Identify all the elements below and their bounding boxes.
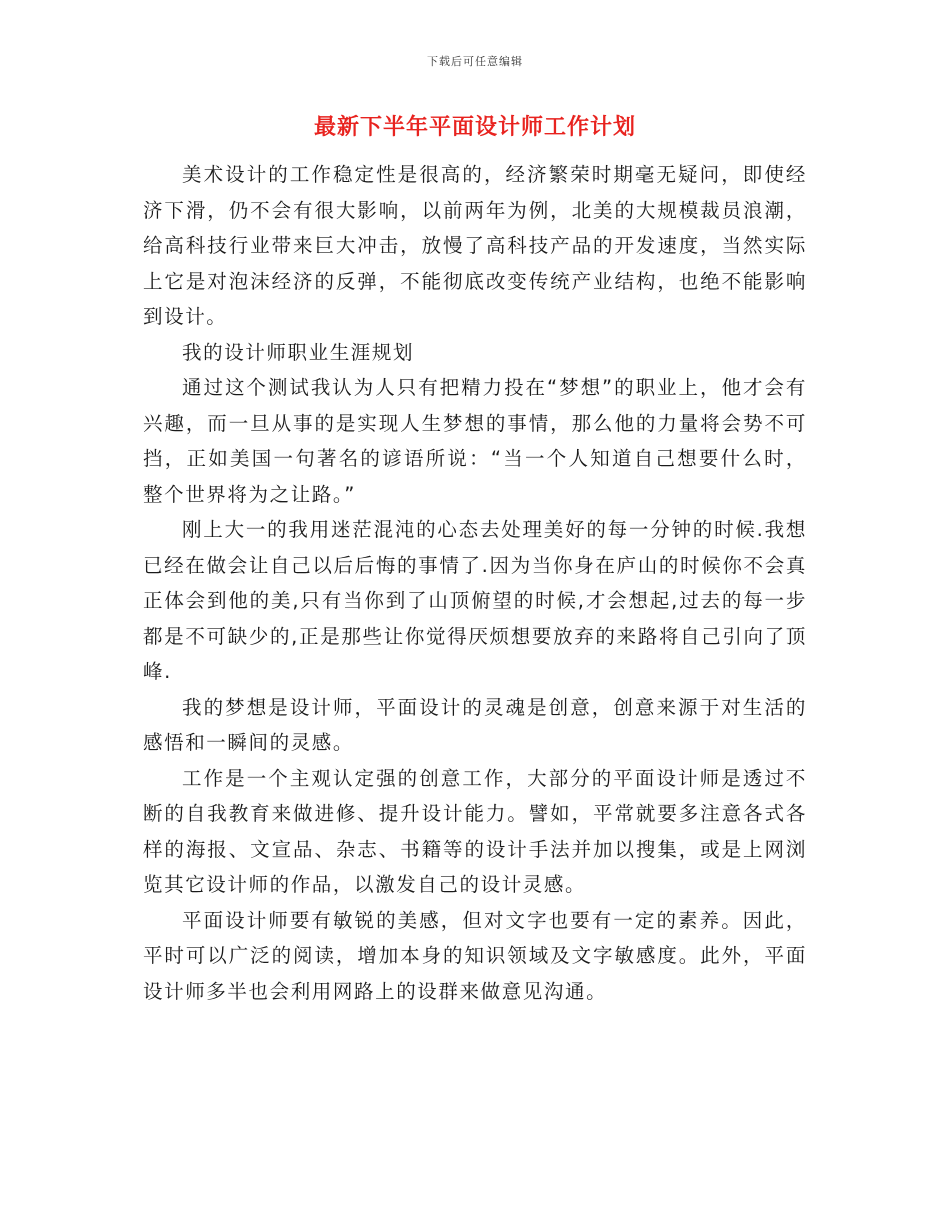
paragraph-dream: 通过这个测试我认为人只有把精力投在“梦想”的职业上，他才会有兴趣，而一旦从事的是实现人生梦想的事情，那么他的力量将会势不可挡，正如美国一句著名的谚语所说：“当一个人知道自己想要什么时，整个世界将为之让路。”	[143, 376, 807, 506]
paragraph-heading-career: 我的设计师职业生涯规划	[182, 340, 415, 364]
paragraph-work-nature: 工作是一个主观认定强的创意工作，大部分的平面设计师是透过不断的自我教育来做进修、提升设计能力。譬如，平常就要多注意各式各样的海报、文宣品、杂志、书籍等的设计手法并加以搜集，或是上网浏览其它设计师的作品，以激发自己的设计灵感。	[143, 766, 807, 896]
document-body	[143, 157, 807, 1009]
paragraph-freshman: 刚上大一的我用迷茫混沌的心态去处理美好的每一分钟的时候.我想已经在做会让自己以后后悔的事情了.因为当你身在庐山的时候你不会真正体会到他的美,只有当你到了山顶俯望的时候,才会想起,过去的每一步都是不可缺少的,正是那些让你觉得厌烦想要放弃的来路将自己引向了顶峰.	[143, 518, 807, 683]
paragraph-designer-dream: 我的梦想是设计师，平面设计的灵魂是创意，创意来源于对生活的感悟和一瞬间的灵感。	[143, 695, 807, 754]
paragraph-intro: 美术设计的工作稳定性是很高的，经济繁荣时期毫无疑问，即使经济下滑，仍不会有很大影响，以前两年为例，北美的大规模裁员浪潮，给高科技行业带来巨大冲击，放慢了高科技产品的开发速度，当然实际上它是对泡沫经济的反弹，不能彻底改变传统产业结构，也绝不能影响到设计。	[143, 163, 807, 328]
document-title: 最新下半年平面设计师工作计划	[313, 115, 636, 140]
page-header-note: 下载后可任意编辑	[427, 55, 523, 68]
paragraph-aesthetics: 平面设计师要有敏锐的美感，但对文字也要有一定的素养。因此，平时可以广泛的阅读，增加本身的知识领域及文字敏感度。此外，平面设计师多半也会利用网路上的设群来做意见沟通。	[143, 908, 807, 1003]
